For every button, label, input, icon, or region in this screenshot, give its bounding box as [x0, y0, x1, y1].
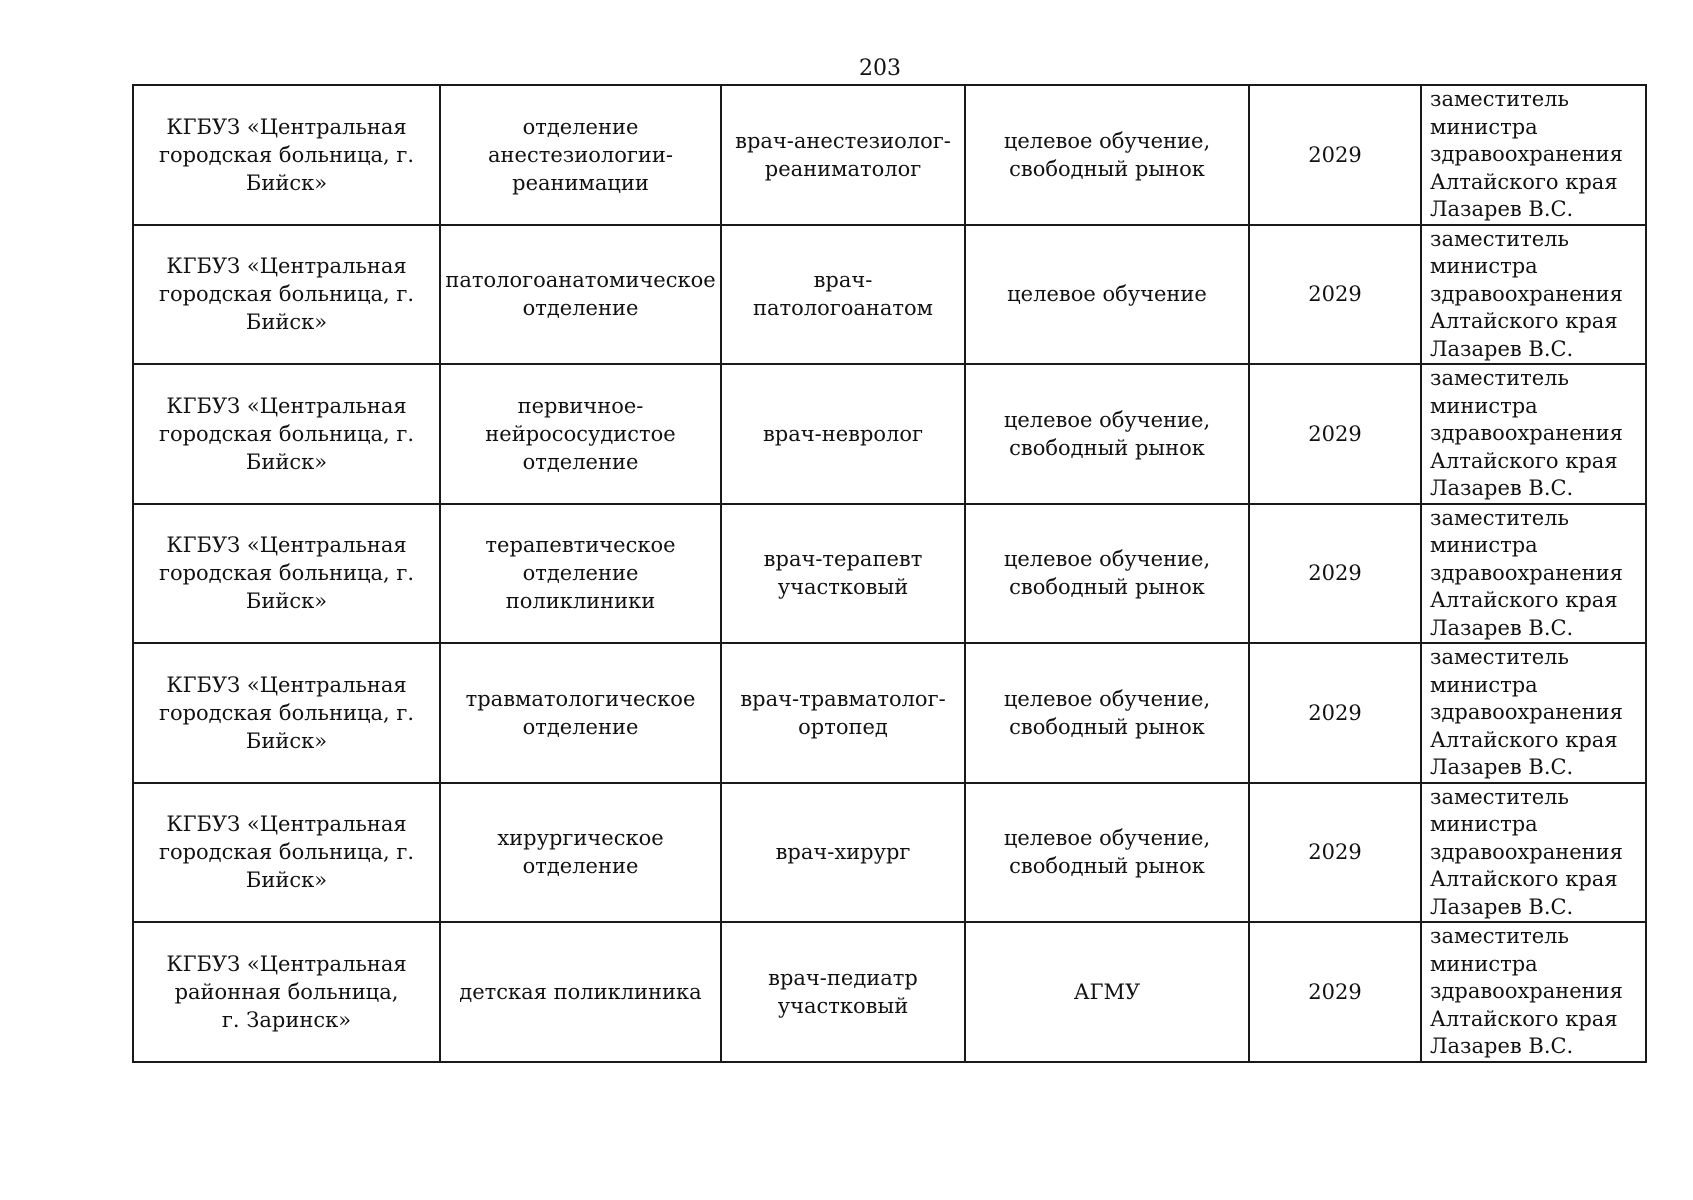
position-cell: врач-травматолог- ортопед: [721, 643, 965, 783]
official-cell: заместитель министра здравоохранения Алтайского края Лазарев В.С.: [1421, 364, 1646, 504]
department-cell: патологоанатомическое отделение: [440, 225, 721, 365]
official-cell: заместитель министра здравоохранения Алтайского края Лазарев В.С.: [1421, 225, 1646, 365]
table-row: [133, 85, 1646, 225]
page-number: 203: [859, 56, 901, 81]
official-cell: заместитель министра здравоохранения Алтайского края Лазарев В.С.: [1421, 504, 1646, 644]
year-cell: 2029: [1249, 364, 1421, 504]
source-cell: целевое обучение, свободный рынок: [965, 643, 1249, 783]
table-row: [133, 225, 1646, 365]
source-cell: целевое обучение: [965, 225, 1249, 365]
institution-cell: КГБУЗ «Центральная городская больница, г. Бийск»: [133, 783, 440, 923]
year-cell: 2029: [1249, 643, 1421, 783]
official-cell: заместитель министра здравоохранения Алтайского края Лазарев В.С.: [1421, 643, 1646, 783]
table-row: [133, 504, 1646, 644]
source-cell: АГМУ: [965, 922, 1249, 1062]
department-cell: отделение анестезиологии- реанимации: [440, 85, 721, 225]
institution-cell: КГБУЗ «Центральная городская больница, г. Бийск»: [133, 643, 440, 783]
source-cell: целевое обучение, свободный рынок: [965, 504, 1249, 644]
source-cell: целевое обучение, свободный рынок: [965, 783, 1249, 923]
year-cell: 2029: [1249, 85, 1421, 225]
institution-cell: КГБУЗ «Центральная городская больница, г. Бийск»: [133, 504, 440, 644]
institution-cell: КГБУЗ «Центральная районная больница, г. Заринск»: [133, 922, 440, 1062]
table-row: [133, 783, 1646, 923]
source-cell: целевое обучение, свободный рынок: [965, 85, 1249, 225]
table-row: [133, 643, 1646, 783]
department-cell: травматологическое отделение: [440, 643, 721, 783]
position-cell: врач-терапевт участковый: [721, 504, 965, 644]
department-cell: терапевтическое отделение поликлиники: [440, 504, 721, 644]
institution-cell: КГБУЗ «Центральная городская больница, г. Бийск»: [133, 85, 440, 225]
table-row: [133, 922, 1646, 1062]
position-cell: врач-хирург: [721, 783, 965, 923]
department-cell: детская поликлиника: [440, 922, 721, 1062]
position-cell: врач-невролог: [721, 364, 965, 504]
department-cell: хирургическое отделение: [440, 783, 721, 923]
position-cell: врач-патологоанатом: [721, 225, 965, 365]
table-row: [133, 364, 1646, 504]
position-cell: врач-анестезиолог- реаниматолог: [721, 85, 965, 225]
department-cell: первичное- нейрососудистое отделение: [440, 364, 721, 504]
position-cell: врач-педиатр участковый: [721, 922, 965, 1062]
year-cell: 2029: [1249, 922, 1421, 1062]
official-cell: заместитель министра здравоохранения Алтайского края Лазарев В.С.: [1421, 922, 1646, 1062]
official-cell: заместитель министра здравоохранения Алтайского края Лазарев В.С.: [1421, 85, 1646, 225]
official-cell: заместитель министра здравоохранения Алтайского края Лазарев В.С.: [1421, 783, 1646, 923]
year-cell: 2029: [1249, 783, 1421, 923]
source-cell: целевое обучение, свободный рынок: [965, 364, 1249, 504]
year-cell: 2029: [1249, 225, 1421, 365]
institution-cell: КГБУЗ «Центральная городская больница, г. Бийск»: [133, 225, 440, 365]
institution-cell: КГБУЗ «Центральная городская больница, г. Бийск»: [133, 364, 440, 504]
year-cell: 2029: [1249, 504, 1421, 644]
staffing-table: [132, 84, 1647, 1063]
